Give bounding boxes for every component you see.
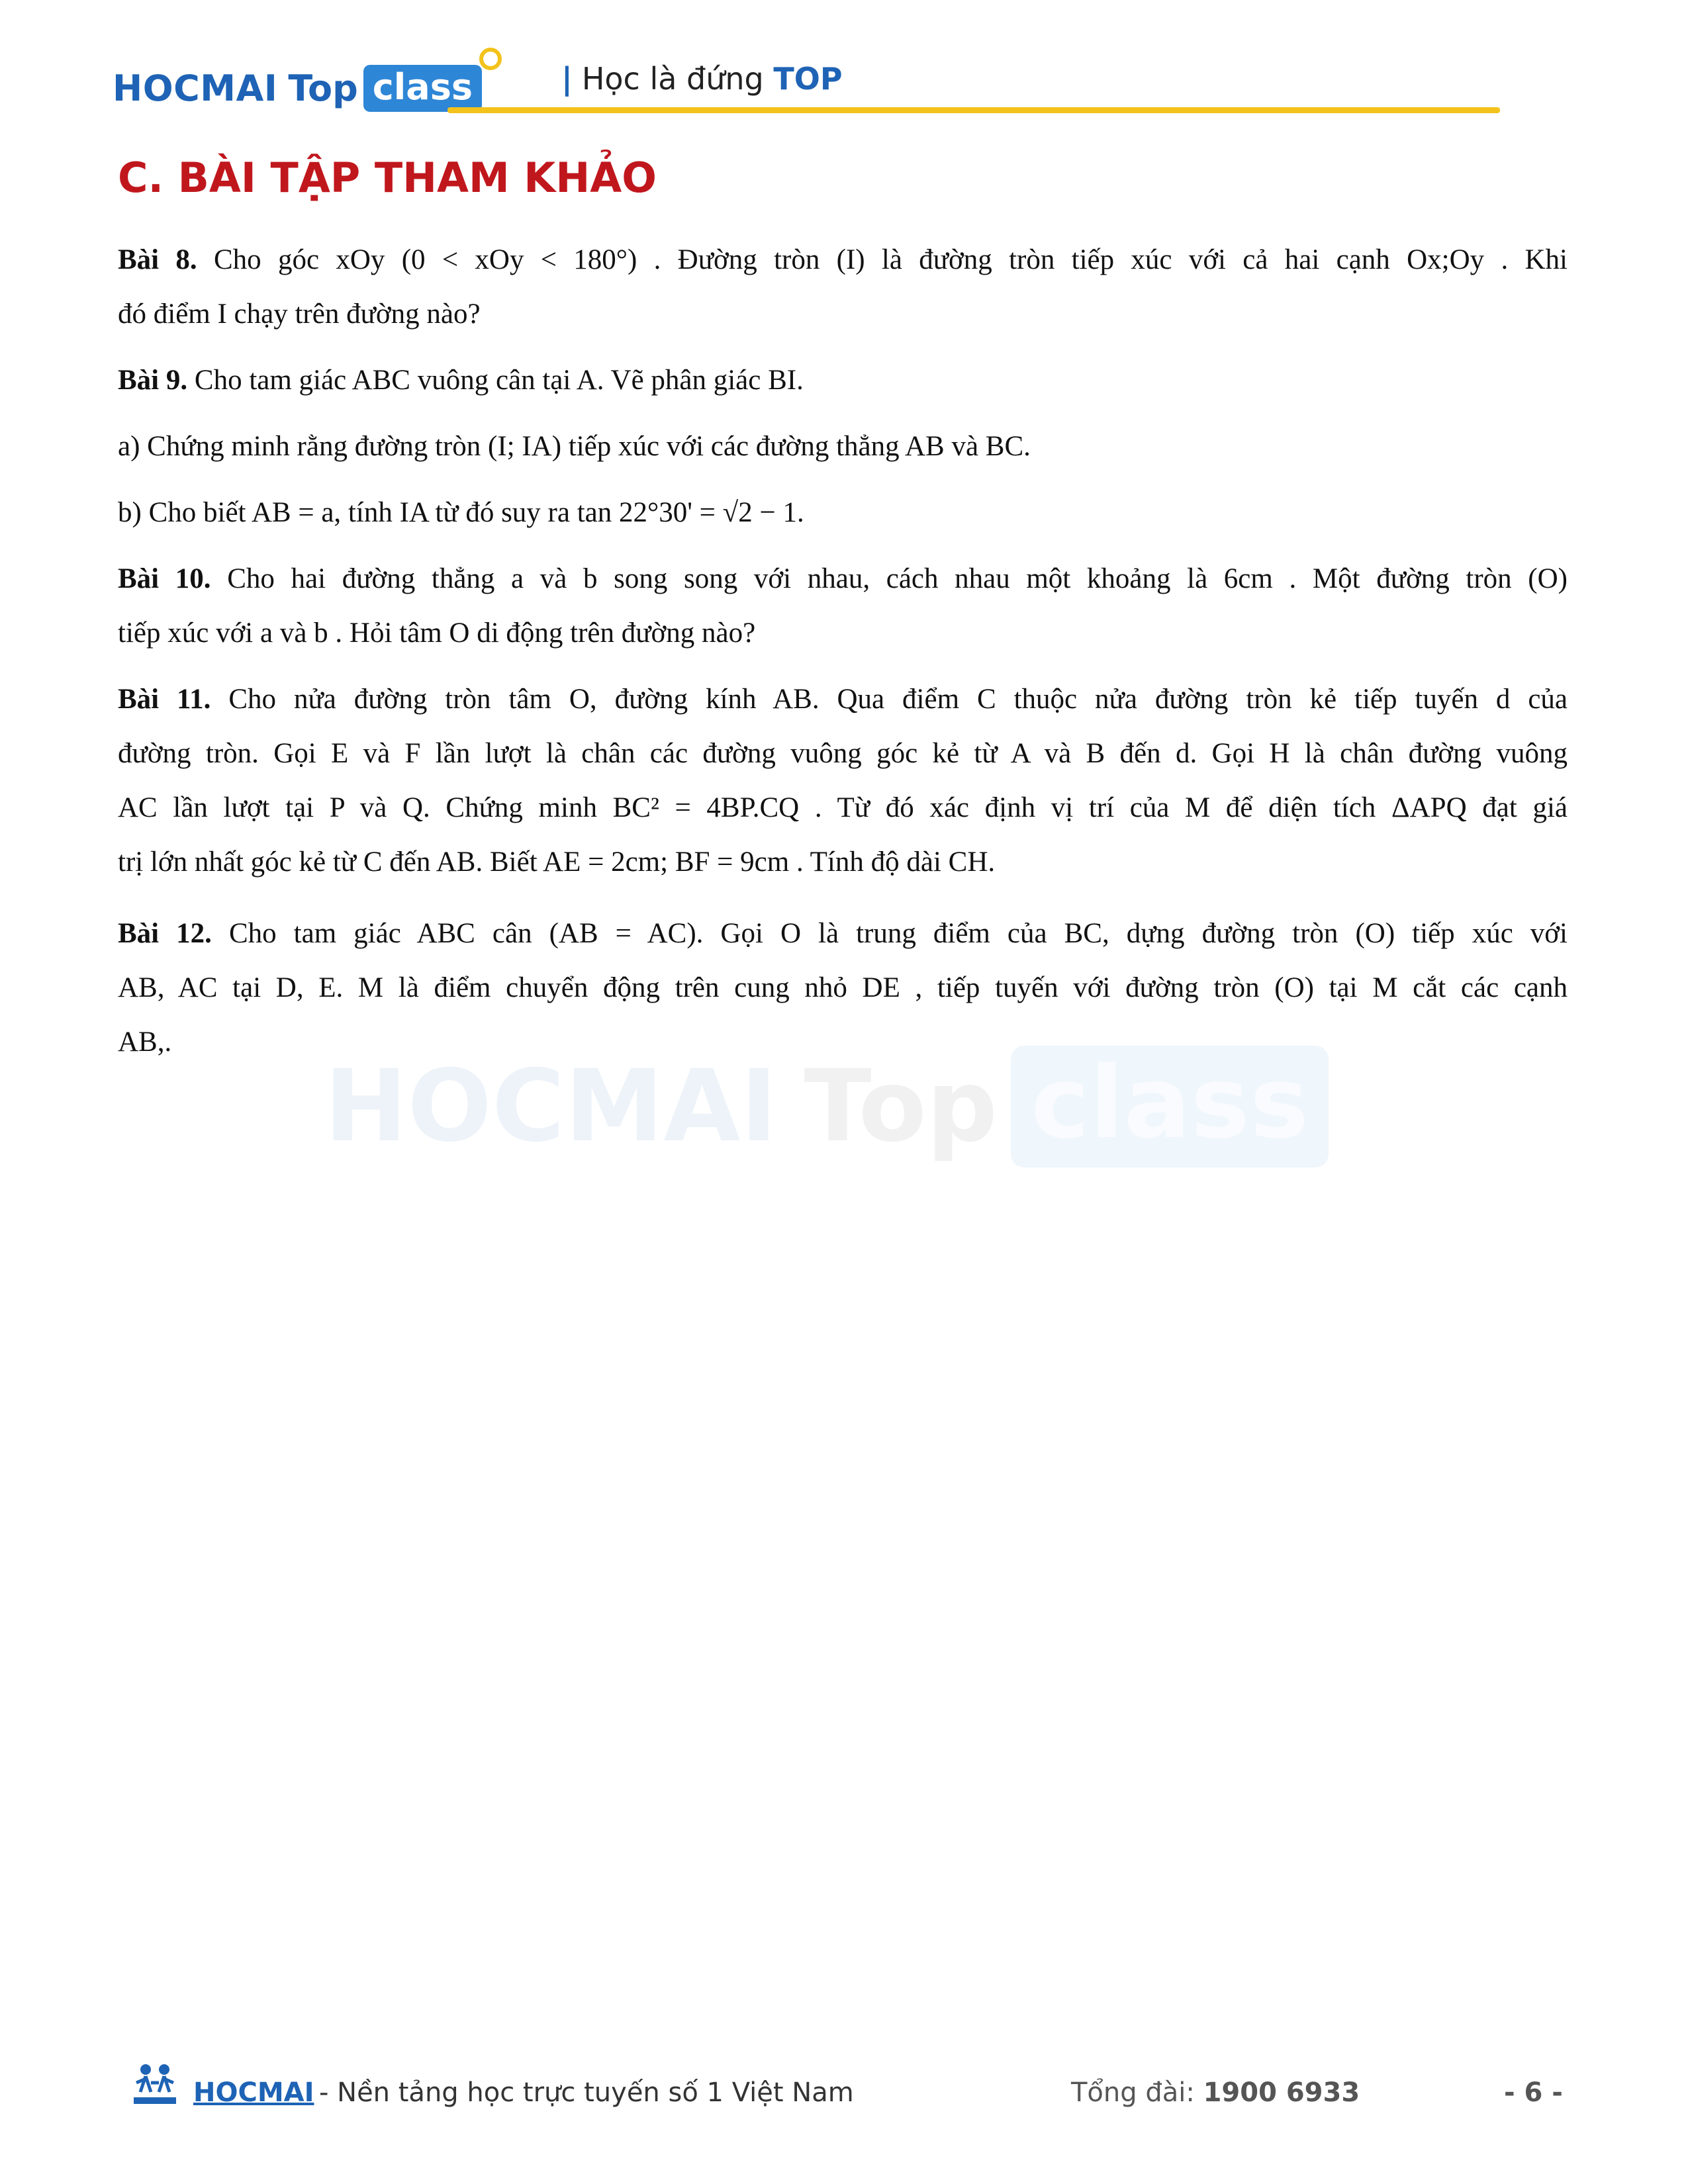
- page-footer: [132, 2062, 1569, 2115]
- slogan-text: Học là đứng: [581, 61, 774, 97]
- exercise-8-label: Bài 8.: [118, 244, 197, 275]
- page-header: [113, 46, 1496, 119]
- footer-hotline: Tổng đài: 1900 6933: [1071, 2077, 1360, 2108]
- exercise-9-label: Bài 9.: [118, 365, 188, 396]
- logo-top: Top: [288, 67, 358, 109]
- exercise-11-line-1: Bài 11. Cho nửa đường tròn tâm O, đường kính AB. Qua điểm C thuộc nửa đường tròn kẻ tiếp tuyến d của: [118, 684, 1568, 715]
- watermark-brand: HOCMAI: [324, 1049, 778, 1164]
- exercise-12-line-2: AB, AC tại D, E. M là điểm chuyển động trên cung nhỏ DE , tiếp tuyến với đường tròn (O) tại M cắt các cạnh: [118, 972, 1568, 1003]
- exercise-9-part-a: a) Chứng minh rằng đường tròn (I; IA) tiếp xúc với các đường thẳng AB và BC.: [118, 431, 1031, 462]
- exercise-9: Bài 9. Cho tam giác ABC vuông cân tại A. Vẽ phân giác BI.: [118, 365, 804, 396]
- watermark-top: Top: [804, 1049, 998, 1164]
- exercise-9-part-b: b) Cho biết AB = a, tính IA từ đó suy ra tan 22°30' = √2 − 1.: [118, 497, 804, 528]
- exercise-8-line-1: Bài 8. Cho góc xOy (0 < xOy < 180°) . Đường tròn (I) là đường tròn tiếp xúc với cả hai cạnh Ox;Oy . Khi: [118, 244, 1568, 275]
- slogan: [561, 61, 843, 97]
- gear-icon: [479, 48, 502, 70]
- logo-brand: HOCMAI: [113, 67, 278, 109]
- exercise-10-line-2: tiếp xúc với a và b . Hỏi tâm O di động trên đường nào?: [118, 617, 756, 649]
- exercise-12-line-3: AB,.: [118, 1026, 172, 1058]
- exercise-list: [118, 233, 1568, 1069]
- logo-class: [363, 65, 482, 112]
- exercise-11-label: Bài 11.: [118, 684, 211, 715]
- section-title: C. BÀI TẬP THAM KHẢO: [118, 154, 657, 202]
- exercise-12-line-1: Bài 12. Cho tam giác ABC cân (AB = AC). Gọi O là trung điểm của BC, dựng đường tròn (O) tiếp xúc với: [118, 918, 1568, 949]
- exercise-11-line-2: đường tròn. Gọi E và F lần lượt là chân các đường vuông góc kẻ từ A và B đến d. Gọi H là chân đường vuông: [118, 738, 1568, 769]
- hocmai-topclass-logo: [113, 58, 482, 118]
- watermark-class: class: [1011, 1046, 1329, 1167]
- exercise-10-label: Bài 10.: [118, 563, 211, 594]
- logo-class-text: class: [372, 66, 473, 108]
- exercise-11-line-4: trị lớn nhất góc kẻ từ C đến AB. Biết AE = 2cm; BF = 9cm . Tính độ dài CH.: [118, 846, 996, 878]
- hocmai-figures-icon: [132, 2062, 177, 2108]
- hotline-number: 1900 6933: [1203, 2077, 1360, 2108]
- exercise-8-line-2: đó điểm I chạy trên đường nào?: [118, 298, 481, 330]
- slogan-top: TOP: [773, 61, 843, 97]
- exercise-10-line-1: Bài 10. Cho hai đường thẳng a và b song song với nhau, cách nhau một khoảng là 6cm . Một đường tròn (O): [118, 563, 1568, 594]
- header-divider: [447, 107, 1500, 113]
- slogan-bar: |: [561, 61, 573, 97]
- page-number: - 6 -: [1504, 2077, 1563, 2108]
- exercise-12-label: Bài 12.: [118, 918, 212, 949]
- exercise-11-line-3: AC lần lượt tại P và Q. Chứng minh BC² = 4BP.CQ . Từ đó xác định vị trí của M để diện tích ΔAPQ đạt giá: [118, 792, 1568, 823]
- footer-brand-link[interactable]: HOCMAI: [193, 2077, 314, 2108]
- footer-tagline: - Nền tảng học trực tuyến số 1 Việt Nam: [319, 2077, 854, 2108]
